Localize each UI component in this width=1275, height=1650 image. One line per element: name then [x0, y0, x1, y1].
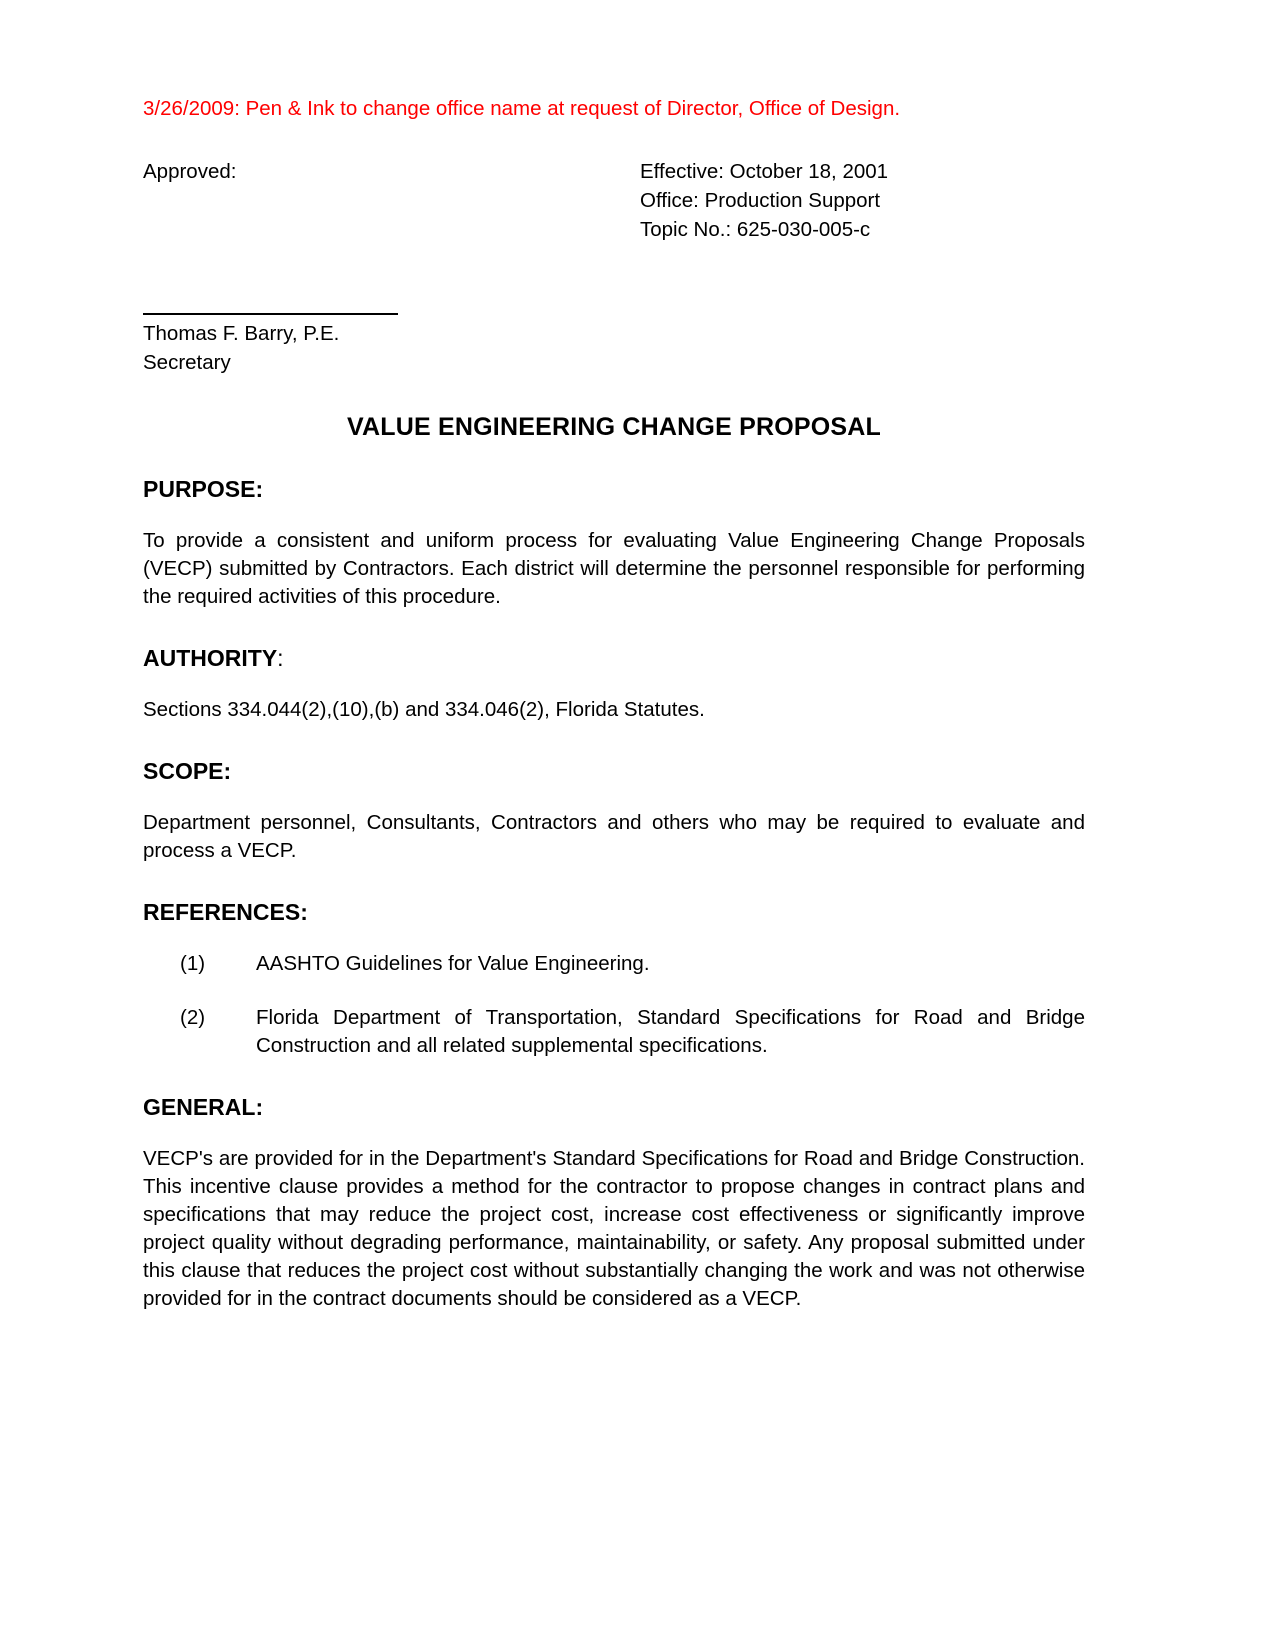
section-heading-purpose: PURPOSE:	[143, 475, 264, 502]
signer-title: Secretary	[143, 350, 231, 374]
list-item-text: Florida Department of Transportation, Standard Specifications for Road and Bridge Construction and all related supplemental specifications.	[256, 1005, 1085, 1057]
section-heading-authority	[143, 645, 1085, 672]
signature-block	[143, 313, 1085, 377]
section-body-scope: Department personnel, Consultants, Contractors and others who may be required to evaluate and process a VECP.	[143, 810, 1085, 862]
section-heading-authority-text: AUTHORITY	[143, 644, 278, 671]
list-item-number: (2)	[180, 1005, 206, 1029]
section-body-purpose: To provide a consistent and uniform process for evaluating Value Engineering Change Proposals (VECP) submitted by Contractors. Each district will determine the personnel responsible for performing the required activities of this procedure.	[143, 528, 1085, 608]
approval-block	[143, 157, 1085, 265]
section-heading-scope: SCOPE:	[143, 757, 232, 784]
section-body-authority: Sections 334.044(2),(10),(b) and 334.046(2), Florida Statutes.	[143, 697, 705, 721]
revision-notice: 3/26/2009: Pen & Ink to change office name at request of Director, Office of Design.	[143, 97, 901, 120]
list-item	[143, 1004, 1085, 1060]
page-title: VALUE ENGINEERING CHANGE PROPOSAL	[347, 412, 881, 441]
office-name: Office: Production Support	[640, 188, 881, 212]
document-metadata	[640, 157, 888, 244]
effective-date: Effective: October 18, 2001	[640, 159, 889, 183]
approved-label: Approved:	[143, 159, 237, 183]
section-heading-general: GENERAL:	[143, 1093, 264, 1120]
section-body-general: VECP's are provided for in the Department's Standard Specifications for Road and Bridge Construction. This incentive clause provides a method for the contractor to propose changes in contract plans and specifications that may reduce the project cost, increase cost effectiveness or significantly improve project quality without degrading performance, maintainability, or safety. Any proposal submitted under this clause that reduces the project cost without substantially changing the work and was not otherwise provided for in the contract documents should be considered as a VECP.	[143, 1146, 1085, 1310]
topic-number: Topic No.: 625-030-005-c	[640, 217, 871, 241]
list-item-text: AASHTO Guidelines for Value Engineering.	[256, 951, 650, 975]
references-list	[143, 950, 1085, 1060]
signature-line	[143, 313, 398, 315]
list-item	[143, 950, 1085, 978]
list-item-number: (1)	[180, 951, 206, 975]
signer-name: Thomas F. Barry, P.E.	[143, 321, 340, 345]
section-heading-references: REFERENCES:	[143, 898, 308, 925]
section-heading-authority-colon: :	[277, 644, 284, 671]
